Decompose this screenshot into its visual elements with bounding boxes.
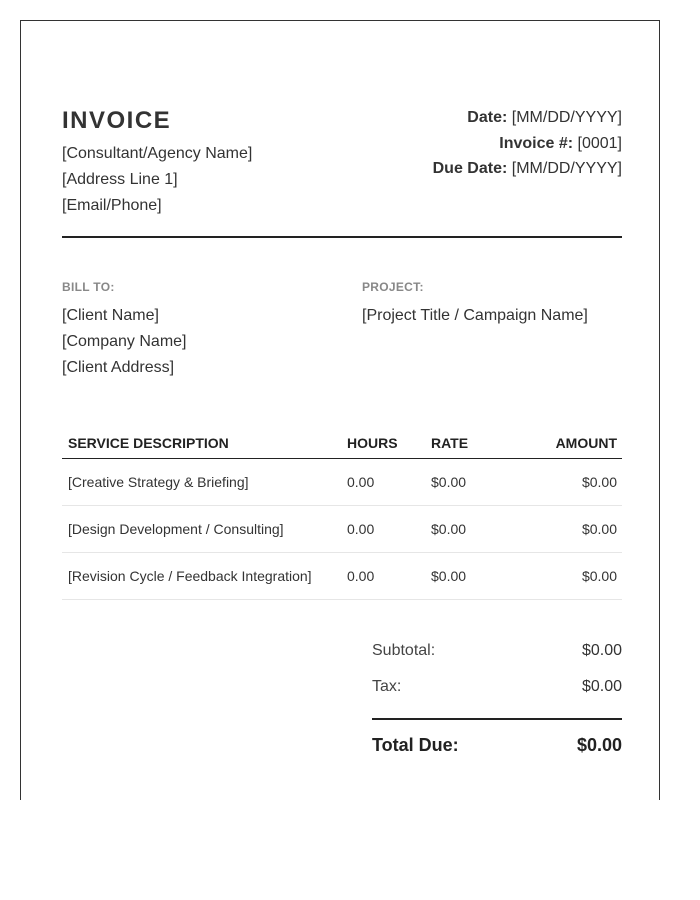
column-header-description: SERVICE DESCRIPTION — [62, 425, 347, 459]
meta-invoice-number — [433, 131, 622, 157]
meta-invoice-number-label: Invoice #: — [499, 134, 574, 152]
sender-name: [Consultant/Agency Name] — [62, 145, 253, 162]
row-rate: $0.00 — [431, 459, 521, 506]
project-label: PROJECT: — [362, 280, 424, 294]
meta-due-date-value: [MM/DD/YYYY] — [511, 160, 622, 177]
sender-info — [62, 141, 252, 219]
client-address: [Client Address] — [62, 359, 175, 376]
sender-contact: [Email/Phone] — [62, 197, 162, 214]
table-row — [62, 506, 622, 553]
total-due-label: Total Due: — [372, 735, 459, 755]
total-divider — [372, 718, 622, 720]
invoice-title: INVOICE — [62, 107, 172, 134]
row-amount: $0.00 — [521, 553, 622, 600]
line-items-table — [62, 425, 622, 600]
column-header-hours: HOURS — [347, 425, 431, 459]
client-name: [Client Name] — [62, 307, 159, 324]
row-rate: $0.00 — [431, 506, 521, 553]
meta-date-value: [MM/DD/YYYY] — [511, 109, 622, 126]
row-description: [Revision Cycle / Feedback Integration] — [62, 553, 347, 600]
project-title: [Project Title / Campaign Name] — [362, 307, 588, 324]
subtotal-value: $0.00 — [581, 642, 622, 659]
tax-value: $0.00 — [581, 678, 622, 695]
row-description: [Design Development / Consulting] — [62, 506, 347, 553]
column-header-amount: AMOUNT — [521, 425, 622, 459]
row-hours: 0.00 — [347, 459, 431, 506]
tax-row — [372, 677, 622, 713]
subtotal-row — [372, 641, 622, 677]
table-header-row — [62, 425, 622, 459]
meta-date-label: Date: — [467, 109, 508, 126]
table-row — [62, 553, 622, 600]
invoice-page — [20, 20, 660, 800]
row-hours: 0.00 — [347, 506, 431, 553]
row-amount: $0.00 — [521, 459, 622, 506]
sender-address: [Address Line 1] — [62, 171, 178, 188]
subtotal-label: Subtotal: — [372, 642, 436, 659]
invoice-meta — [433, 105, 622, 182]
bill-to-section — [62, 280, 187, 381]
column-header-rate: RATE — [431, 425, 521, 459]
company-name: [Company Name] — [62, 333, 187, 350]
totals-section — [372, 641, 622, 756]
bill-to-label: BILL TO: — [62, 280, 115, 294]
total-due-value: $0.00 — [576, 735, 622, 755]
header-divider — [62, 236, 622, 238]
project-section — [362, 280, 588, 329]
meta-due-date — [433, 156, 622, 182]
meta-due-date-label: Due Date: — [432, 160, 508, 177]
table-row — [62, 459, 622, 506]
row-hours: 0.00 — [347, 553, 431, 600]
row-description: [Creative Strategy & Briefing] — [62, 459, 347, 506]
row-rate: $0.00 — [431, 553, 521, 600]
meta-invoice-number-value: [0001] — [577, 134, 622, 152]
meta-date — [433, 105, 622, 131]
row-amount: $0.00 — [521, 506, 622, 553]
total-due-row — [372, 734, 622, 756]
tax-label: Tax: — [372, 678, 402, 695]
